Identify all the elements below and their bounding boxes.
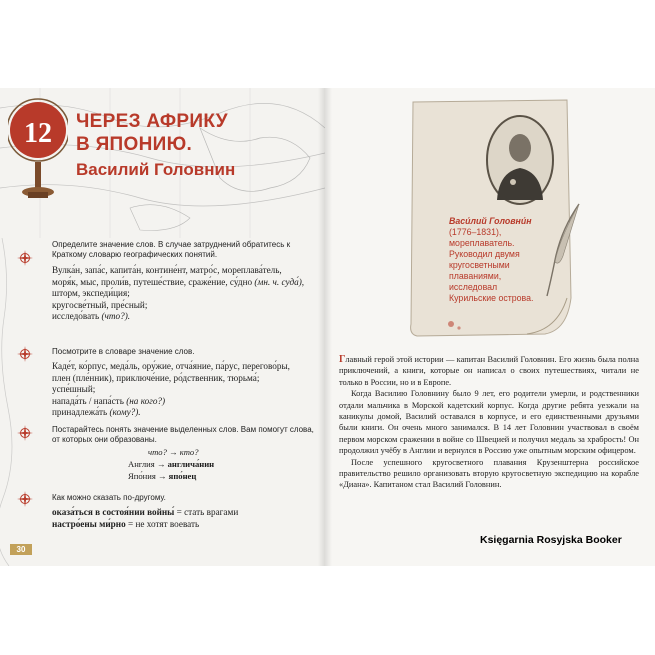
- compass-rose-icon: [17, 346, 33, 362]
- caption-line5: исследовал: [449, 282, 498, 292]
- portrait-icon: [485, 114, 555, 206]
- chapter-title-line1: ЧЕРЕЗ АФРИКУ: [76, 111, 228, 132]
- task-3-instruction: Постарайтесь понять значение выделенных слов. Вам помогут слова, от которых они образованы.: [52, 425, 314, 445]
- book-spread: [0, 88, 655, 566]
- task-1-line4: кругосве́тный, пре́сный;: [52, 299, 148, 310]
- task-1-line3: шторм, экспеди́ция;: [52, 288, 130, 299]
- left-page: [0, 88, 325, 566]
- chapter-subtitle: Василий Головнин: [76, 160, 236, 179]
- quill-feather-icon: [541, 200, 585, 300]
- caption-line2: Руководил двумя: [449, 249, 520, 259]
- task-1-line5: исследо́вать (что?).: [52, 311, 131, 322]
- right-page: [325, 88, 655, 566]
- task-4-line2: настро́ены ми́рно = не хотят воевать: [52, 518, 200, 529]
- caption-years: (1776–1831),: [449, 227, 502, 237]
- task-4-instruction: Как можно сказать по-другому.: [52, 493, 166, 502]
- story-paragraph-3: После успешного кругосветного плавания Крузенштерна российское правительство решило организовать вторую кругосветную экспедицию на корабле «Диана». Капитаном стал Василий Головнин.: [339, 457, 639, 490]
- task-2-line5: принадлежа́ть (кому?).: [52, 407, 141, 418]
- caption-name: Васи́лий Головни́н: [449, 216, 532, 226]
- task-3-row1: Англия → англича́нин: [128, 459, 215, 469]
- compass-rose-icon: [17, 491, 33, 507]
- task-1-instruction: Определите значение слов. В случае затруднений обратитесь к Краткому словарю географических понятий.: [52, 240, 291, 260]
- story-paragraph-2: Когда Василию Головнину было 9 лет, его родители умерли, и родственники отдали мальчика в Морской кадетский корпус. Когда другие ребята уезжали на каникулы домой, Василий оставался в корпусе, и его единственными друзьями были книги. Он очень много занимался. В 14 лет Головнин участвовал в своём первом морском сражении в войне со Швецией и получил медаль за храбрость! Он продолжил учёбу в Англии и вернулся в Россию уже опытным морским офицером.: [339, 389, 639, 456]
- task-2-words: [52, 361, 314, 419]
- page-number: 30: [10, 544, 32, 555]
- task-1-line1: Вулка́н, запа́с, капита́н, контине́нт, матро́с, мореплава́тель,: [52, 265, 282, 275]
- task-4-words: [52, 507, 314, 530]
- task-2-line3: успе́шный;: [52, 384, 96, 395]
- store-watermark: Księgarnia Rosyjska Booker: [480, 534, 622, 546]
- task-3-question-header: что? → кто?: [148, 447, 199, 457]
- chapter-title-line2: В ЯПОНИЮ.: [76, 134, 193, 155]
- caption-line4: плаваниями,: [449, 271, 502, 281]
- task-2-line4: напада́ть / напа́сть (на кого?): [52, 395, 166, 406]
- story-paragraph-1: Главный герой этой истории — капитан Василий Головнин. Его жизнь была полна приключений, а книги, которые он написал о своих путешествиях, читали не только в России, но и в Европе.: [339, 354, 639, 387]
- task-3-row2: Япо́ния → япо́нец: [128, 471, 197, 481]
- task-1-line2: моря́к, мыс, проли́в, путеше́ствие, сраже́ние, су́дно (мн. ч. суда́),: [52, 276, 305, 287]
- task-2-instruction: Посмотрите в словаре значение слов.: [52, 347, 195, 356]
- caption-line3: кругосветными: [449, 260, 510, 270]
- task-4-line1: оказа́ться в состоя́нии войны́ = стать врагами: [52, 507, 239, 517]
- portrait-caption: [449, 216, 549, 304]
- compass-rose-icon: [17, 250, 33, 266]
- caption-line1: мореплаватель.: [449, 238, 515, 248]
- story-text: [339, 354, 639, 491]
- compass-rose-icon: [17, 425, 33, 441]
- book-gutter: [318, 88, 332, 566]
- task-2-line2: плен (пле́нник), приключе́ние, ро́дственник, тюрьма́;: [52, 372, 260, 383]
- map-edge-decoration: [0, 238, 14, 566]
- chapter-title: [76, 110, 228, 156]
- caption-line6: Курильские острова.: [449, 293, 534, 303]
- task-2-line1: Каде́т, ко́рпус, меда́ль, ору́жие, отча́яние, па́рус, перегово́ры,: [52, 361, 290, 371]
- task-1-words: [52, 265, 314, 323]
- chapter-number: 12: [24, 118, 52, 149]
- chapter-header: [0, 88, 325, 238]
- globe-icon: [8, 88, 68, 214]
